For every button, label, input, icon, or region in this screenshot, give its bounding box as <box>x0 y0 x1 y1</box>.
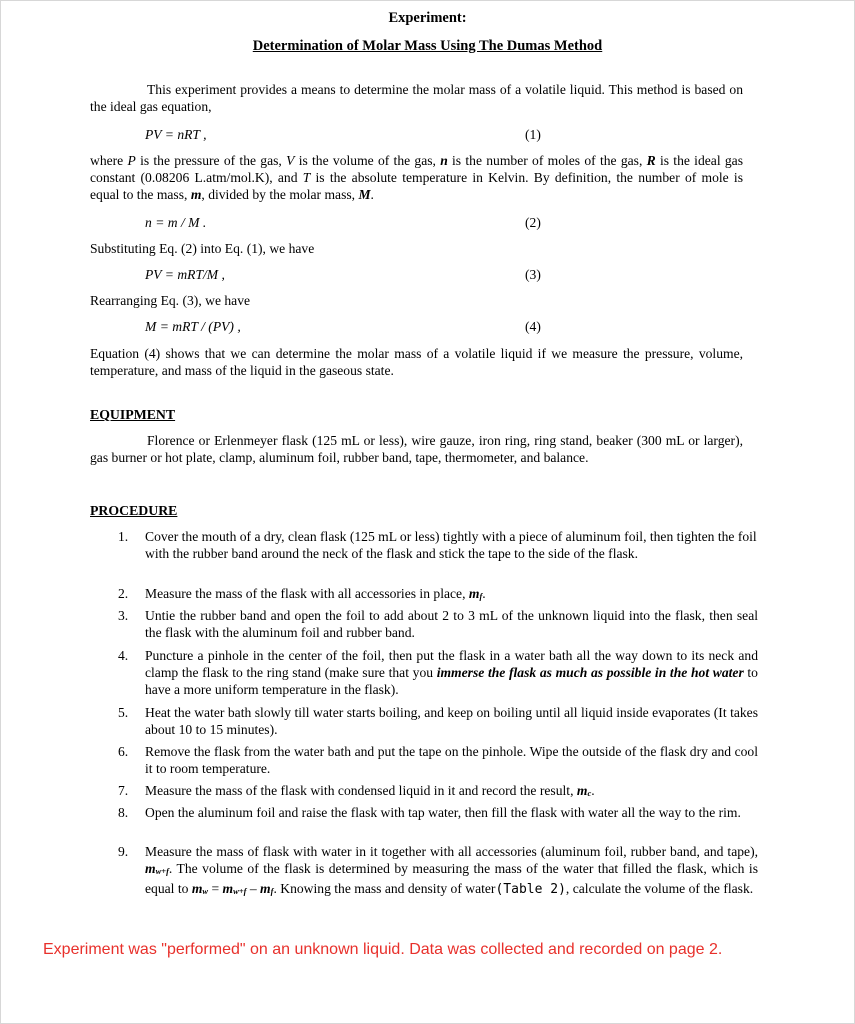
step-number: 3. <box>118 608 129 623</box>
step-text: Puncture a pinhole in the center of the foil, then put the flask in a water bath all the way down to its neck and clamp the flask to the ring stand (make sure that you immerse the flask as much as possible in the hot water to have a more uniform temperature in the flask). <box>145 648 758 697</box>
step-number: 1. <box>118 529 129 544</box>
equation-3: PV = mRT/M , <box>145 267 225 282</box>
equation-1-number: (1) <box>525 127 541 142</box>
procedure-heading: PROCEDURE <box>90 503 178 518</box>
step-number: 9. <box>118 844 129 859</box>
equation-4-number: (4) <box>525 319 541 334</box>
conclusion-paragraph: Equation (4) shows that we can determine the molar mass of a volatile liquid if we measure the pressure, volume, temperature, and mass of the liquid in the gaseous state. <box>90 346 743 378</box>
step-number: 6. <box>118 744 129 759</box>
intro-paragraph: This experiment provides a means to determine the molar mass of a volatile liquid. This method is based on the ideal gas equation, <box>90 82 743 114</box>
step-text: Heat the water bath slowly till water starts boiling, and keep on boiling until all liquid inside evaporates (It takes about 10 to 15 minutes). <box>145 705 758 737</box>
rearranging-text: Rearranging Eq. (3), we have <box>90 293 251 308</box>
substitution-text: Substituting Eq. (2) into Eq. (1), we have <box>90 241 315 256</box>
equation-2: n = m / M . <box>145 215 207 230</box>
step-number: 4. <box>118 648 129 663</box>
equipment-text: Florence or Erlenmeyer flask (125 mL or less), wire gauze, iron ring, ring stand, beaker (300 mL or larger), gas burner or hot plate, clamp, aluminum foil, rubber band, tape, thermometer, and balance. <box>90 433 743 465</box>
step-number: 2. <box>118 586 129 601</box>
step-text: Remove the flask from the water bath and put the tape on the pinhole. Wipe the outside of the flask dry and cool it to room temperature. <box>145 744 758 776</box>
document-subtitle: Determination of Molar Mass Using The Dumas Method <box>252 38 603 54</box>
equation-1: PV = nRT , <box>145 127 207 142</box>
performed-note: Experiment was "performed" on an unknown liquid. Data was collected and recorded on page 2. <box>43 941 723 958</box>
step-number: 5. <box>118 705 129 720</box>
step-text: Measure the mass of the flask with condensed liquid in it and record the result, mc. <box>145 783 595 798</box>
step-number: 7. <box>118 783 129 798</box>
document-title: Experiment: <box>388 10 467 26</box>
step-number: 8. <box>118 805 129 820</box>
step-text: Open the aluminum foil and raise the flask with tap water, then fill the flask with water all the way to the rim. <box>145 805 741 820</box>
step-text: Untie the rubber band and open the foil to add about 2 to 3 mL of the unknown liquid into the flask, then seal the flask with the aluminum foil and rubber band. <box>145 608 758 640</box>
equation-4: M = mRT / (PV) , <box>145 319 241 334</box>
step-text: Cover the mouth of a dry, clean flask (125 mL or less) tightly with a piece of aluminum foil, then tighten the foil with the rubber band around the neck of the flask and stick the tape to the side of the flask. <box>145 529 757 561</box>
step-text: Measure the mass of flask with water in it together with all accessories (aluminum foil, rubber band, and tape), mw+f. The volume of the flask is determined by measuring the mass of the water that filled the flask, which is equal to mw = mw+f – mf. Knowing the mass and density of water(Table 2), calculate the volume of the flask. <box>145 844 758 897</box>
equipment-heading: EQUIPMENT <box>90 407 176 422</box>
equation-2-number: (2) <box>525 215 541 230</box>
equation-3-number: (3) <box>525 267 541 282</box>
step-text: Measure the mass of the flask with all accessories in place, mf. <box>145 586 486 601</box>
variables-paragraph: where P is the pressure of the gas, V is the volume of the gas, n is the number of moles of the gas, R is the ideal gas constant (0.08206 L.atm/mol.K), and T is the absolute temperature in Kelvin. By definition, the number of mole is equal to the mass, m, divided by the molar mass, M. <box>90 153 743 202</box>
